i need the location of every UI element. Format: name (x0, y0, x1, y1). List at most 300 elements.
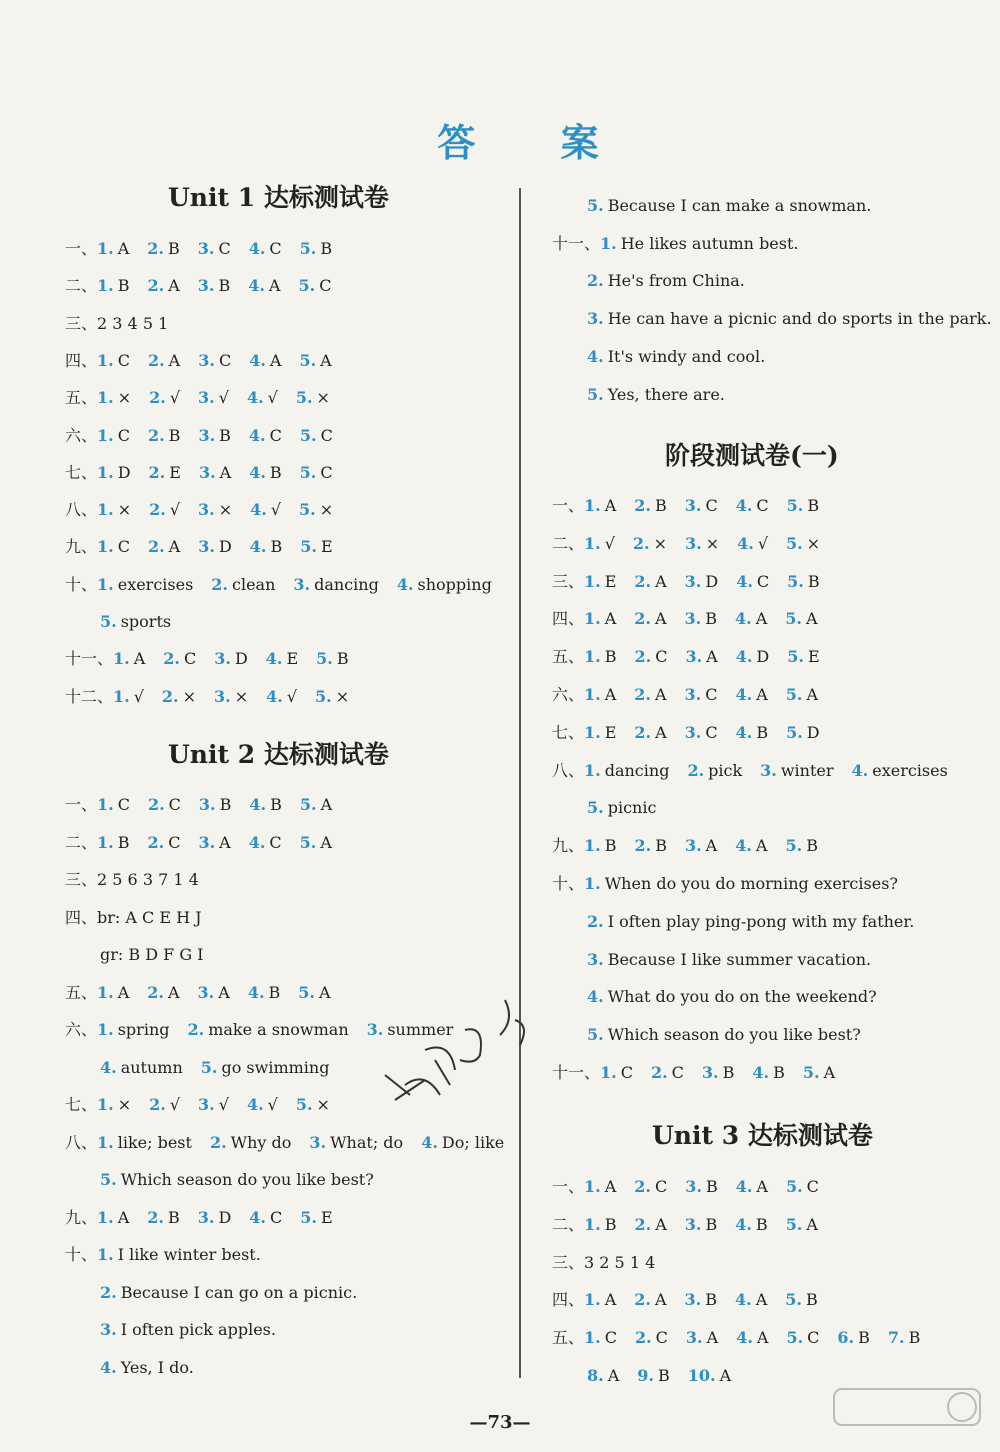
item-answer: × (319, 500, 334, 520)
item-number: 2. (634, 647, 652, 667)
item-answer: A (168, 537, 181, 557)
question-number: 五、 (65, 388, 98, 408)
answer-item (249, 830, 282, 856)
item-number: 3. (685, 1328, 703, 1348)
item-number: 1. (97, 1095, 114, 1114)
item-answer: √ (133, 686, 144, 706)
item-answer: A (654, 1290, 667, 1310)
item-number: 2. (147, 795, 165, 814)
answer-item (298, 273, 331, 299)
answer-item (249, 460, 281, 486)
answer-item (760, 758, 833, 784)
item-answer: B (755, 1214, 768, 1234)
item-number: 3. (701, 1063, 719, 1082)
item-number: 2. (587, 271, 604, 291)
item-answer: 3 2 5 1 4 (584, 1252, 656, 1272)
answer-item (785, 1287, 817, 1313)
item-answer: B (604, 1214, 617, 1234)
item-number: 5. (316, 649, 333, 669)
answer-item (198, 830, 230, 856)
item-number: 5. (299, 239, 317, 258)
item-answer: exercises (117, 574, 194, 594)
answer-item (309, 1130, 403, 1156)
item-answer: B (270, 537, 283, 557)
answer-item (634, 720, 666, 746)
answer-item (148, 792, 181, 818)
answer-line (65, 460, 351, 486)
item-answer: B (269, 462, 282, 482)
item-number: 1. (97, 388, 114, 408)
item-number: 1. (584, 1328, 601, 1348)
answer-item (198, 348, 231, 374)
answer-item (634, 606, 666, 632)
item-answer: go swimming (221, 1057, 330, 1077)
answer-item (634, 1212, 666, 1238)
answer-line (552, 1287, 836, 1313)
answer-item (634, 493, 666, 519)
item-number: 5. (200, 1057, 218, 1077)
item-answer: E (604, 722, 617, 742)
answer-item (97, 497, 131, 523)
answer-item (100, 1317, 276, 1343)
answer-line (100, 609, 189, 635)
item-answer: picnic (607, 798, 657, 818)
answer-item (97, 423, 130, 449)
answer-line (65, 423, 351, 449)
item-number: 3. (198, 795, 216, 814)
item-answer: A (320, 832, 332, 852)
answer-item (214, 646, 248, 672)
item-answer: B (773, 1063, 785, 1082)
item-number: 5. (786, 722, 803, 742)
answer-line (100, 1280, 375, 1306)
answer-item (97, 460, 131, 486)
answer-item (584, 531, 615, 557)
item-answer: B (117, 276, 130, 296)
section-title: Unit 2 达标测试卷 (168, 740, 389, 769)
item-answer: I often play ping-pong with my father. (607, 911, 915, 931)
answer-item (249, 348, 281, 374)
item-number: 4. (735, 609, 752, 629)
item-number: 3. (100, 1320, 117, 1339)
answer-line (552, 569, 838, 595)
item-answer: Yes, there are. (607, 384, 725, 404)
answer-item (201, 1055, 330, 1081)
answer-line (552, 871, 916, 897)
item-number: 1. (97, 795, 114, 814)
item-number: 5. (300, 537, 317, 557)
answer-line (587, 984, 895, 1010)
answer-item (147, 980, 179, 1006)
item-number: 2. (587, 911, 604, 931)
item-answer: 2 3 4 5 1 (97, 313, 169, 333)
item-number: 4. (265, 649, 283, 669)
answer-item (787, 569, 819, 595)
answer-item (97, 1017, 169, 1043)
answer-item (187, 1017, 348, 1043)
item-number: 1. (97, 500, 114, 520)
item-answer: B (806, 836, 818, 856)
item-number: 1. (584, 533, 601, 553)
answer-item (587, 1022, 861, 1048)
item-answer: C (705, 722, 718, 742)
answer-item (634, 644, 667, 670)
item-number: 5. (587, 798, 604, 818)
item-answer: Which season do you like best? (120, 1170, 374, 1189)
answer-line (552, 1060, 853, 1086)
item-answer: A (719, 1366, 732, 1385)
item-answer: C (218, 350, 232, 370)
answer-line (65, 980, 349, 1006)
item-answer: B (604, 836, 617, 856)
answer-line (65, 684, 367, 710)
item-number: 1. (584, 722, 601, 742)
item-number: 4. (735, 1177, 753, 1196)
item-answer: √ (218, 388, 229, 408)
item-number: 2. (147, 276, 165, 296)
item-number: 4. (421, 1132, 438, 1152)
item-number: 4. (248, 832, 266, 852)
answer-item (198, 980, 230, 1006)
item-number: 4. (266, 686, 283, 706)
answer-line (65, 830, 350, 856)
item-answer: A (117, 1207, 130, 1227)
answer-item (634, 682, 666, 708)
item-answer: A (607, 1366, 620, 1385)
answer-item (97, 1242, 261, 1268)
answer-line (65, 572, 510, 598)
answer-item (250, 534, 282, 560)
answer-item (300, 460, 333, 486)
item-number: 4. (851, 760, 869, 780)
item-number: 5. (299, 462, 317, 482)
answer-item (97, 980, 129, 1006)
answer-item (584, 493, 616, 519)
answer-item (584, 758, 669, 784)
item-number: 1. (97, 1207, 114, 1227)
answer-item (100, 942, 204, 968)
item-answer: C (319, 276, 332, 296)
answer-item (635, 1325, 668, 1351)
question-number: 二、 (552, 1214, 585, 1234)
item-answer: Which season do you like best? (607, 1025, 861, 1045)
item-number: 5. (786, 1328, 804, 1348)
answer-item (587, 193, 871, 219)
answer-item (685, 720, 718, 746)
answer-item (786, 1325, 819, 1351)
item-answer: shopping (417, 574, 492, 594)
answer-item (584, 720, 616, 746)
item-answer: C (168, 795, 181, 814)
answer-item (266, 646, 298, 672)
answer-item (113, 684, 144, 710)
answer-line (587, 909, 932, 935)
answer-item (97, 348, 130, 374)
answer-item (837, 1325, 869, 1351)
item-number: 2. (147, 1207, 164, 1227)
answer-item (249, 1205, 282, 1231)
question-number: 八、 (65, 500, 98, 520)
answer-item (686, 1325, 718, 1351)
answer-item (634, 833, 666, 859)
answer-item (736, 569, 769, 595)
item-number: 3. (684, 685, 702, 704)
answer-item (148, 534, 180, 560)
item-answer: D (218, 537, 232, 557)
item-number: 3. (685, 647, 703, 667)
answer-item (149, 460, 181, 486)
answer-item (685, 1212, 717, 1238)
answer-item (587, 306, 992, 332)
item-answer: Yes, I do. (120, 1357, 194, 1377)
item-number: 5. (295, 388, 313, 408)
answer-item (300, 792, 332, 818)
answer-item (888, 1325, 920, 1351)
item-answer: B (219, 425, 231, 445)
column-divider (519, 188, 521, 1378)
answer-item (785, 833, 817, 859)
item-number: 5. (787, 571, 804, 591)
answer-item (600, 231, 798, 257)
answer-item (584, 833, 616, 859)
item-number: 2. (187, 1020, 205, 1039)
answer-item (148, 348, 180, 374)
item-answer: √ (286, 686, 298, 706)
item-answer: Do; like (441, 1132, 505, 1152)
item-number: 1. (584, 836, 601, 856)
item-number: 2. (634, 722, 652, 742)
item-number: 2. (100, 1282, 117, 1302)
item-number: 1. (97, 982, 114, 1002)
question-number: 七、 (65, 1095, 98, 1114)
item-answer: B (320, 239, 333, 258)
item-answer: Why do (230, 1132, 292, 1152)
item-answer: D (218, 1207, 232, 1227)
item-answer: C (320, 425, 333, 445)
item-number: 6. (837, 1328, 855, 1348)
item-answer: A (756, 1177, 768, 1196)
item-answer: C (604, 1328, 617, 1348)
answer-item (198, 273, 230, 299)
item-answer: × (705, 533, 720, 553)
item-number: 2. (209, 1132, 227, 1152)
item-answer: B (655, 836, 667, 856)
answer-item (736, 682, 768, 708)
item-answer: √ (604, 533, 615, 553)
item-answer: √ (169, 500, 181, 520)
answer-item (214, 684, 248, 710)
answer-item (584, 1212, 616, 1238)
question-number: 十、 (65, 574, 98, 594)
question-number: 四、 (552, 609, 585, 629)
item-answer: When do you do morning exercises? (604, 874, 898, 893)
item-number: 5. (315, 686, 332, 706)
item-number: 1. (97, 537, 114, 557)
item-answer: × (653, 533, 668, 553)
item-number: 2. (147, 832, 165, 852)
item-answer: A (218, 982, 230, 1002)
answer-line (65, 905, 220, 931)
item-number: 2. (634, 1214, 652, 1234)
item-number: 1. (97, 832, 114, 852)
item-answer: B (807, 496, 820, 515)
item-number: 5. (786, 533, 803, 553)
item-answer: D (756, 647, 770, 667)
question-number: 十二、 (65, 686, 114, 706)
item-answer: C (117, 537, 130, 557)
item-answer: C (705, 685, 718, 704)
answer-item (735, 833, 767, 859)
answer-item (587, 1363, 619, 1389)
item-number: 5. (299, 425, 317, 445)
item-number: 4. (736, 1328, 753, 1348)
item-answer: A (655, 722, 667, 742)
item-number: 3. (198, 425, 216, 445)
item-number: 1. (600, 1063, 617, 1082)
item-number: 1. (584, 685, 601, 704)
answer-item (735, 1212, 767, 1238)
answer-item (685, 606, 717, 632)
item-answer: E (286, 649, 299, 669)
answer-line (100, 1167, 392, 1193)
item-answer: C (117, 425, 130, 445)
answer-item (299, 348, 331, 374)
item-answer: √ (169, 388, 181, 408)
question-number: 六、 (65, 425, 98, 445)
answer-item (147, 1205, 179, 1231)
answer-item (300, 1205, 332, 1231)
item-number: 1. (97, 1132, 114, 1152)
answer-line (552, 644, 838, 670)
item-answer: A (823, 1063, 836, 1082)
section-title: Unit 1 达标测试卷 (168, 183, 389, 212)
answer-item (637, 1363, 669, 1389)
answer-item (249, 792, 281, 818)
item-number: 1. (584, 1214, 601, 1234)
answer-item (752, 1060, 784, 1086)
item-number: 3. (684, 722, 702, 742)
question-number: 三、 (65, 870, 98, 889)
handwritten-scribble (365, 990, 565, 1120)
item-answer: B (167, 1207, 180, 1227)
item-number: 1. (113, 649, 130, 669)
question-number: 二、 (552, 533, 585, 553)
item-number: 1. (97, 574, 114, 594)
item-number: 3. (198, 1095, 215, 1114)
answer-item (735, 606, 767, 632)
question-number: 三、 (552, 571, 585, 591)
item-answer: B (270, 795, 282, 814)
item-answer: C (117, 795, 130, 814)
item-number: 5. (300, 1207, 317, 1227)
item-answer: A (168, 350, 181, 370)
answer-item (685, 1174, 717, 1200)
item-number: 3. (684, 1214, 702, 1234)
item-answer: dancing (604, 760, 670, 780)
item-number: 4. (587, 987, 604, 1007)
item-number: 4. (249, 537, 267, 557)
item-number: 3. (214, 649, 231, 669)
item-answer: A (706, 647, 718, 667)
item-number: 3. (198, 500, 215, 520)
answer-line (65, 534, 351, 560)
item-number: 4. (246, 1095, 264, 1114)
question-number: 八、 (552, 760, 585, 780)
item-number: 4. (248, 239, 266, 258)
answer-item (249, 423, 282, 449)
item-answer: √ (270, 500, 282, 520)
item-number: 5. (785, 685, 803, 704)
answer-item (100, 609, 171, 635)
item-number: 3. (198, 462, 216, 482)
item-answer: He likes autumn best. (620, 233, 799, 253)
answer-line (65, 311, 186, 337)
answer-line (65, 273, 349, 299)
item-answer: exercises (872, 760, 948, 780)
answer-item (296, 385, 330, 411)
answer-line (587, 268, 763, 294)
item-answer: C (183, 649, 197, 669)
item-number: 5. (785, 836, 803, 856)
answer-line (65, 1242, 279, 1268)
item-number: 2. (634, 609, 651, 629)
answer-item (316, 646, 348, 672)
answer-item (249, 236, 282, 262)
item-answer: C (671, 1063, 684, 1082)
answer-line (552, 606, 836, 632)
item-answer: A (117, 239, 130, 258)
item-answer: B (807, 571, 820, 591)
question-number: 四、 (552, 1290, 585, 1310)
item-answer: C (756, 571, 770, 591)
item-number: 2. (163, 649, 180, 669)
answer-item (113, 646, 145, 672)
item-answer: C (269, 1207, 283, 1227)
answer-item (300, 423, 333, 449)
answer-item (250, 497, 281, 523)
item-answer: A (755, 836, 768, 856)
item-number: 3. (198, 832, 216, 852)
answer-line (65, 646, 367, 672)
item-number: 4. (396, 574, 414, 594)
item-answer: A (117, 982, 130, 1002)
item-answer: A (705, 836, 718, 856)
answer-item (587, 984, 877, 1010)
item-number: 5. (785, 1177, 803, 1196)
answer-item (786, 720, 820, 746)
item-number: 5. (299, 795, 317, 814)
answer-item (685, 493, 718, 519)
answer-item (803, 1060, 835, 1086)
answer-item (211, 572, 275, 598)
answer-item (702, 1060, 734, 1086)
answer-item (787, 644, 819, 670)
item-answer: C (806, 1177, 819, 1196)
item-answer: A (756, 1328, 769, 1348)
question-number: 十一、 (65, 649, 114, 669)
answer-item (584, 1250, 655, 1276)
item-number: 1. (97, 1020, 114, 1039)
item-answer: D (117, 462, 131, 482)
answer-line (587, 193, 889, 219)
item-number: 3. (684, 836, 702, 856)
answer-line (587, 795, 674, 821)
item-answer: B (657, 1366, 670, 1385)
item-answer: winter (780, 760, 834, 780)
item-number: 3. (214, 686, 231, 706)
item-answer: A (706, 1328, 719, 1348)
item-answer: B (705, 1177, 718, 1196)
